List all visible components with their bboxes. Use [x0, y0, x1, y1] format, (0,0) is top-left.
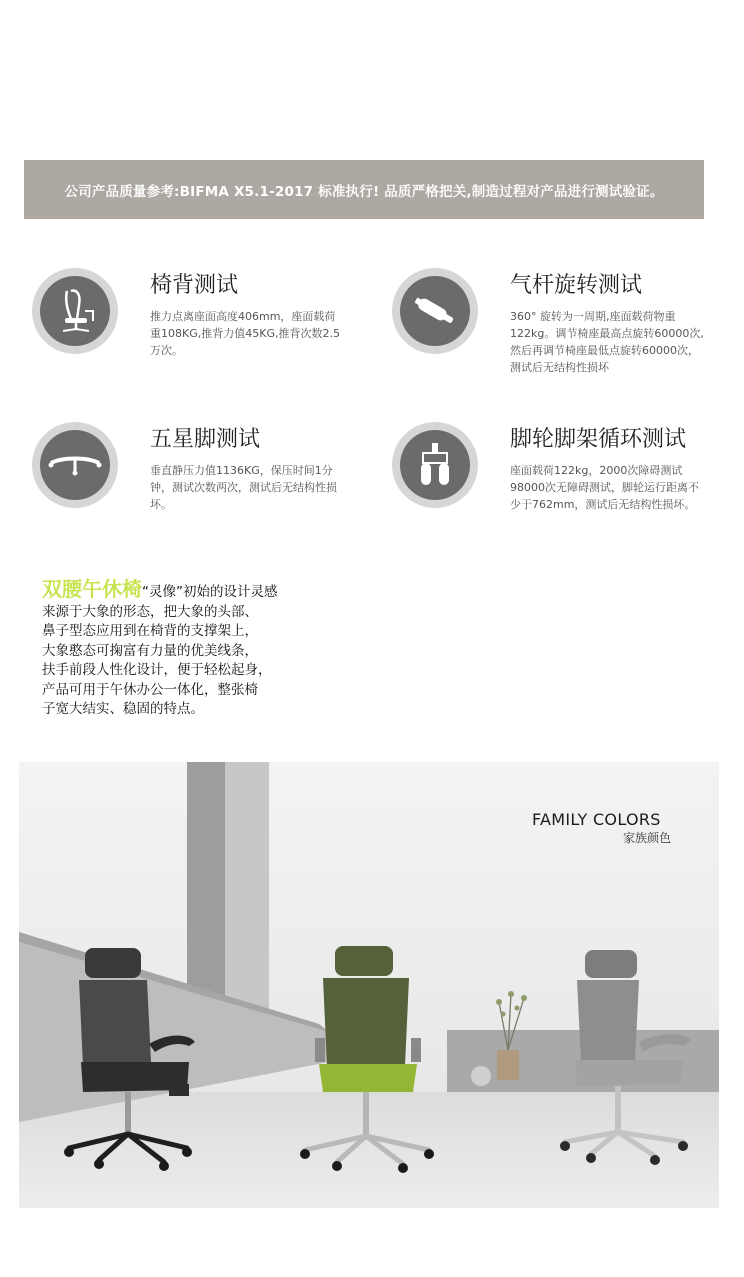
- test-star-base: [32, 422, 352, 522]
- test-desc: 推力点离座面高度406mm，座面载荷重108KG,推背力值45KG,推背次数2.5万次。: [150, 310, 340, 357]
- slogan-line: 产品可用于午休办公一体化，整张椅: [42, 681, 258, 698]
- test-title: 五星脚测试: [150, 427, 261, 452]
- slogan-line: “灵像”初始的设计灵感: [142, 584, 278, 600]
- test-title: 椅背测试: [150, 273, 239, 298]
- slogan-line: 大象憨态可掬富有力量的优美线条，: [42, 642, 258, 659]
- family-colors-title: FAMILY COLORS: [532, 810, 661, 829]
- caster-icon: [392, 422, 478, 508]
- test-gas-lift: [392, 268, 712, 378]
- test-desc: 垂直静压力值1136KG，保压时间1分钟，测试次数两次，测试后无结构性损坏。: [150, 464, 337, 511]
- test-caster: [392, 422, 712, 532]
- test-title: 脚轮脚架循环测试: [510, 427, 687, 452]
- slogan-line: 来源于大象的形态，把大象的头部、: [42, 603, 258, 620]
- family-colors-photo: [19, 762, 719, 1208]
- slogan-line: 鼻子型态应用到在椅背的支撑架上，: [42, 623, 258, 639]
- family-colors-subtitle: 家族颜色: [623, 831, 672, 845]
- slogan-highlight: 双腰午休椅: [42, 577, 142, 601]
- test-desc: 座面载荷122kg，2000次障碍测试98000次无障碍测试，脚轮运行距离不少于762mm，测试后无结构性损坏。: [510, 464, 699, 511]
- vase: [497, 1050, 519, 1080]
- product-slogan: [42, 577, 372, 720]
- slogan-line: 扶手前段人性化设计，便于轻松起身，: [42, 662, 272, 678]
- chair-back-icon: [32, 268, 118, 354]
- quality-banner: 公司产品质量参考:BIFMA X5.1-2017 标准执行! 品质严格把关,制造过程对产品进行测试验证。: [24, 160, 704, 219]
- gas-lift-icon: [392, 268, 478, 354]
- test-chair-back: [32, 268, 352, 368]
- test-title: 气杆旋转测试: [510, 273, 643, 298]
- slogan-line: 子宽大结实、稳固的特点。: [42, 701, 204, 717]
- test-desc: 360° 旋转为一周期,座面载荷物重122kg。调节椅座最高点旋转60000次,然后再调节椅座最低点旋转60000次，测试后无结构性损坏: [510, 310, 704, 374]
- star-base-icon: [32, 422, 118, 508]
- slogan-first-line: [42, 577, 372, 603]
